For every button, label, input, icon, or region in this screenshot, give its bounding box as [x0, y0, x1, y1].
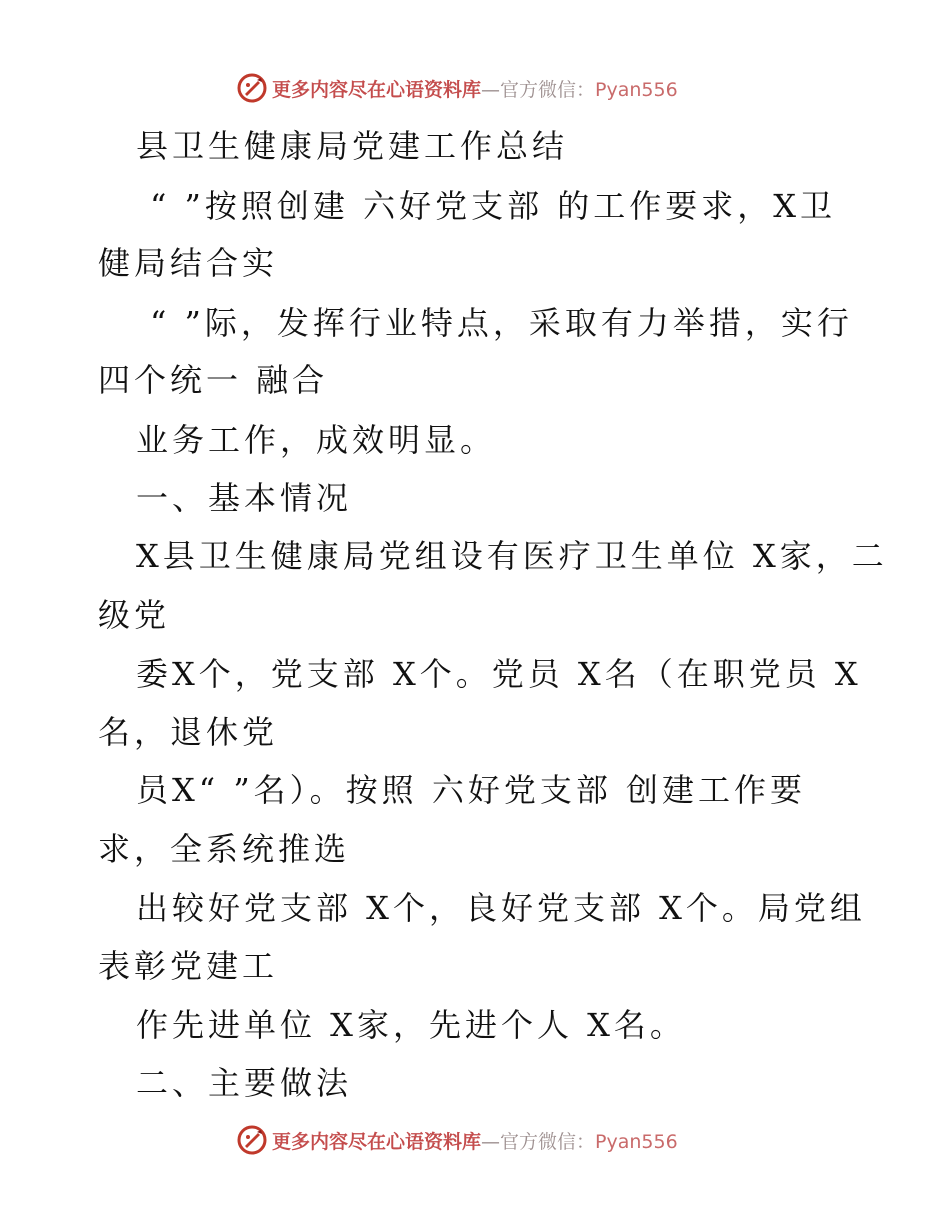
doc-line: 业务工作，成效明显。	[136, 421, 497, 459]
banner-site-name: 更多内容尽在心语资料库	[272, 78, 482, 101]
banner-site-name: 更多内容尽在心语资料库	[272, 1130, 482, 1153]
banner-wechat-id: Pyan556	[595, 78, 678, 101]
doc-line: 求，全系统推选	[98, 830, 351, 868]
doc-line: “ ”际，发挥行业特点，采取有力举措，实行	[150, 304, 853, 342]
doc-line: “ ”按照创建 六好党支部 的工作要求，X卫	[150, 187, 837, 225]
banner-text	[272, 75, 678, 102]
doc-line: 员X“ ”名）。按照 六好党支部 创建工作要	[136, 771, 807, 809]
doc-line: 委X个，党支部 X个。党员 X名（在职党员 X	[136, 655, 862, 693]
doc-line: 级党	[98, 596, 171, 634]
quill-logo-icon	[236, 72, 268, 104]
doc-title: 县卫生健康局党建工作总结	[136, 127, 569, 165]
doc-line: 出较好党支部 X个，良好党支部 X个。局党组	[136, 889, 866, 927]
doc-line: X县卫生健康局党组设有医疗卫生单位 X家，二	[136, 537, 888, 575]
doc-line: 表彰党建工	[98, 947, 279, 985]
section-heading: 一、基本情况	[136, 479, 353, 517]
doc-line: 作先进单位 X家，先进个人 X名。	[136, 1006, 686, 1044]
banner-text	[272, 1127, 678, 1154]
header-banner	[0, 68, 950, 108]
footer-banner	[0, 1120, 950, 1160]
banner-wechat-label: —官方微信：	[481, 78, 596, 101]
doc-line: 健局结合实	[98, 244, 279, 282]
banner-content	[236, 1124, 678, 1156]
banner-wechat-label: —官方微信：	[481, 1130, 596, 1153]
quill-logo-icon	[236, 1124, 268, 1156]
section-heading: 二、主要做法	[136, 1064, 353, 1102]
banner-wechat-id: Pyan556	[595, 1130, 678, 1153]
doc-line: 名，退休党	[98, 713, 279, 751]
doc-line: 四个统一 融合	[98, 361, 329, 399]
banner-content	[236, 72, 678, 104]
